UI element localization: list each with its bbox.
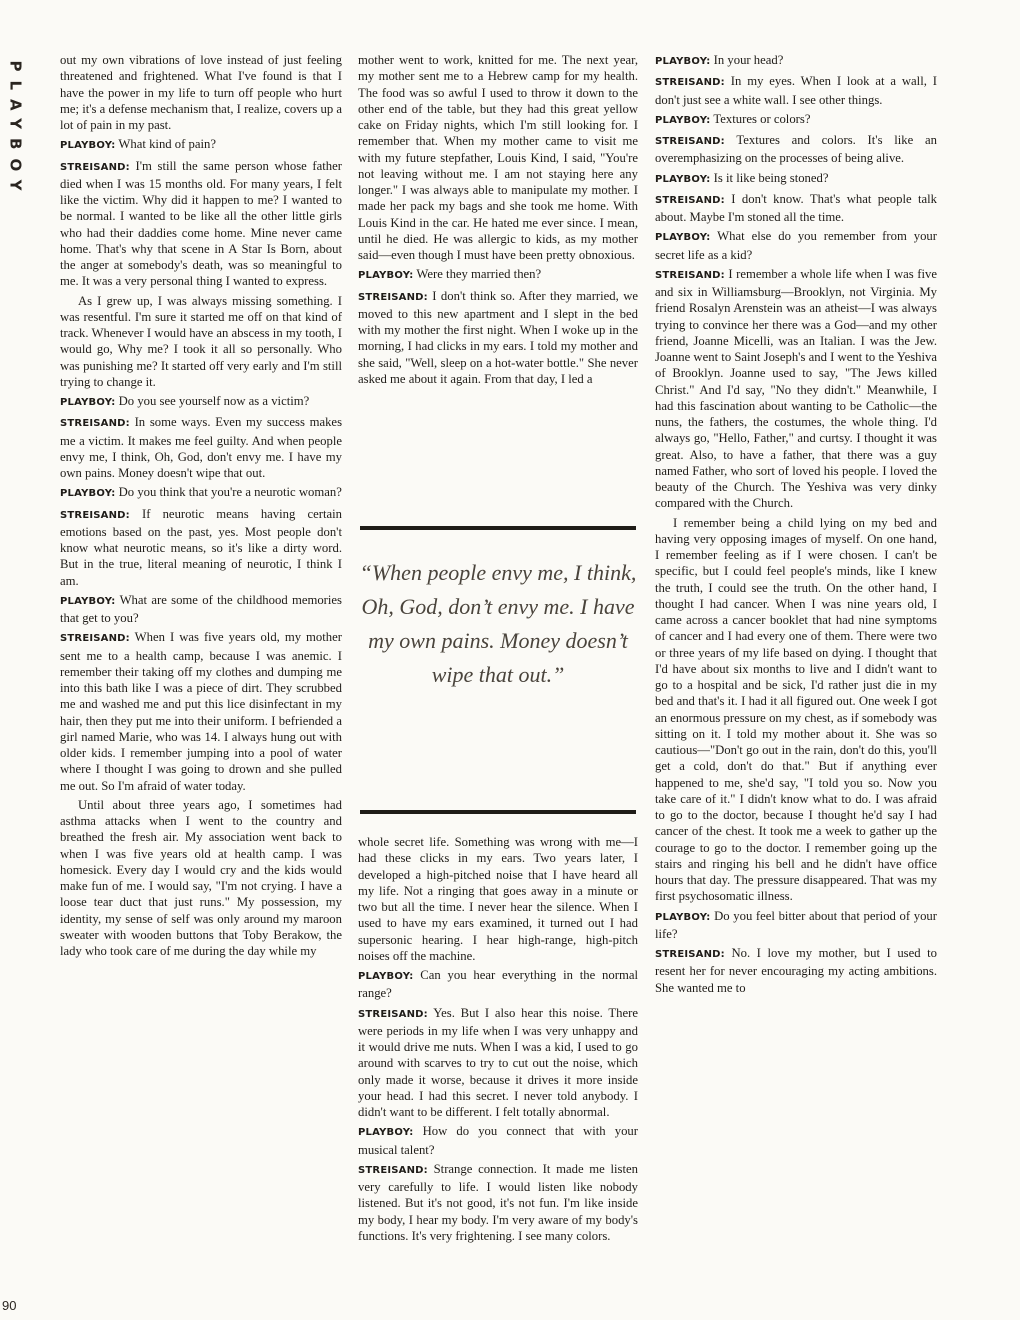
paragraph-text: mother went to work, knitted for me. The next year, my mother sent me to a Hebrew camp for my health. The food was so awful I used to throw it down to the other end of the table, but they had this great yellow cake on Friday nights, which I'm still looking for. I remember that. When my mother came to visit me with my future stepfather, Louis Kind, I said, "You're not leaving without me. I am not staying here any longer." I was always able to manipulate my mother. I made her pack my bags and she took me home. With Louis Kind in the car. He hated me ever since. I mean, until he died. He was allergic to kids, as my mother said—even though I must have been pretty obnoxious. bbox=[358, 53, 638, 262]
paragraph bbox=[655, 73, 937, 108]
paragraph-text: Do you feel bitter about that period of your life? bbox=[655, 908, 937, 941]
paragraph bbox=[655, 515, 937, 905]
paragraph bbox=[358, 834, 638, 964]
speaker-label: STREISAND: bbox=[655, 194, 725, 206]
speaker-label: PLAYBOY: bbox=[655, 232, 711, 244]
paragraph bbox=[60, 52, 342, 133]
paragraph-text: No. I love my mother, but I used to resent her for never encouraging my acting ambitions. She wanted me to bbox=[655, 946, 938, 995]
paragraph bbox=[655, 908, 937, 943]
paragraph-text: What kind of pain? bbox=[118, 137, 217, 152]
paragraph bbox=[60, 414, 342, 481]
speaker-label: PLAYBOY: bbox=[358, 971, 414, 982]
paragraph bbox=[655, 945, 937, 996]
paragraph bbox=[60, 293, 342, 391]
speaker-label: PLAYBOY: bbox=[655, 56, 711, 67]
column-3 bbox=[655, 52, 937, 999]
paragraph-text: Until about three years ago, I sometimes had asthma attacks when I went to the country and breathed the fresh air. My association went back to when I was five years old at health camp. I was homesick. Every day I would cry and the kids would make fun of me. I would say, "I'm not crying. I have a loose tear duct that just runs." My possession, my identity, my sense of self was only around my maroon sweater with wooden buttons that Toby Berakow, the lady who took care of me during the day while my bbox=[60, 797, 342, 958]
paragraph-text: Yes. But I also hear this noise. There were periods in my life when I was very unhappy and it would drive me nuts. When I was a kid, I used to go around with scarves to try to cut out the noise, which only made it worse, because it drives it more inside your head. I had this secret. I never told anybody. I didn't want to be different. I felt totally abnormal. bbox=[358, 1005, 639, 1119]
paragraph bbox=[358, 1161, 638, 1244]
paragraph bbox=[655, 52, 937, 70]
paragraph bbox=[358, 1005, 638, 1121]
speaker-label: STREISAND: bbox=[358, 1008, 428, 1020]
paragraph-text: out my own vibrations of love instead of just feeling threatened and frightened. What I've found is that I have the power in my life to turn off people who hurt me; it's a defense mechanism that, I realize, covers up a lot of pain in my past. bbox=[60, 53, 342, 132]
paragraph-text: I remember being a child lying on my bed and having very opposing images of myself. On one hand, I remember feeling as if I were chosen. I can't be specific, but I could feel people's minds, like I knew the truth, I could see the truth. On the other hand, I thought I had cancer. When I was nine years old, I came across a cancer booklet that had nine symptoms of cancer and I had every one of them. There were two or three years of my life based on dying. I thought that I'd have about six months to live and I didn't want to go to a hospital and be sick, I'd rather just die in my bed and that's it. I had it all figured out. One week I got an enormous pressure on my chest, as if somebody was sitting on it. I told my mother about it. She was so cautious—"Don't go out in the rain, don't do this, you'll get a cold, don't do that." But if anything ever happened to me, she'd say, "I told you so. Now you take care of it." I didn't know what to do. I was afraid to go to the doctor, because I thought he'd say I had cancer of the chest. It took me a week to gather up the courage to go to the doctor. I remember going up the stairs and ringing his bell and he didn't have office hours that day. The pressure disappeared. That was my first psychosomatic illness. bbox=[655, 515, 937, 904]
column-2-bottom bbox=[358, 834, 638, 1247]
paragraph bbox=[655, 170, 937, 188]
paragraph-text: In some ways. Even my success makes me a victim. It makes me feel guilty. And when people envy me, I think, Oh, God, don't envy me. I have my own pains. Money doesn't wipe that out. bbox=[60, 415, 343, 480]
speaker-label: STREISAND: bbox=[60, 509, 130, 521]
paragraph bbox=[60, 136, 342, 154]
paragraph bbox=[358, 1123, 638, 1158]
paragraph-text: Can you hear everything in the normal range? bbox=[358, 968, 638, 1001]
paragraph-text: In my eyes. When I look at a wall, I don't just see a white wall. I see other things. bbox=[655, 74, 937, 107]
paragraph-text: What are some of the childhood memories that get to you? bbox=[60, 592, 342, 625]
paragraph bbox=[60, 629, 342, 794]
column-2-top bbox=[358, 52, 638, 390]
pull-quote-bottom-rule bbox=[360, 810, 636, 814]
speaker-label: STREISAND: bbox=[655, 269, 725, 281]
paragraph-text: As I grew up, I was always missing something. I was resentful. I'm sure it started me off on that kind of track. Whenever I would have an abscess in my tooth, I would go, Why me? I took it all so personally. Who was punishing me? It started off very early and I'm still trying to change it. bbox=[60, 293, 342, 389]
paragraph bbox=[655, 191, 937, 226]
pull-quote: “When people envy me, I think, Oh, God, don’t envy me. I have my own pains. Money doesn’t wipe that out.” bbox=[359, 560, 637, 687]
paragraph-text: When I was five years old, my mother sent me to a health camp, because I was anemic. I remember their taking off my clothes and dumping me into this bath like I was a piece of dirt. They scrubbed me and washed me and put this lice disinfectant in my hair, then they put me into their uniform. I befriended a girl named Marie, who was 14. I always hung out with older kids. I remember jumping into a pool of water where I thought I was going to drown and she pulled me out. So I'm afraid of water today. bbox=[60, 630, 342, 793]
speaker-label: STREISAND: bbox=[60, 418, 130, 430]
paragraph-text: Is it like being stoned? bbox=[713, 170, 829, 185]
paragraph bbox=[655, 228, 937, 263]
paragraph bbox=[655, 111, 937, 129]
magazine-running-head: PLAYBOY bbox=[7, 60, 26, 200]
speaker-label: PLAYBOY: bbox=[358, 1127, 414, 1139]
paragraph bbox=[60, 797, 342, 960]
speaker-label: STREISAND: bbox=[655, 77, 725, 89]
paragraph bbox=[60, 393, 342, 411]
paragraph-text: Do you see yourself now as a victim? bbox=[118, 394, 310, 408]
paragraph-text: Do you think that you're a neurotic woman? bbox=[118, 485, 342, 500]
paragraph-text: I remember a whole life when I was five and six in Williamsburg—Brooklyn, not Virginia. My friend Rosalyn Arenstein was an atheist—I was always trying to convince her there was a God—and my other friend, Joanne Micelli, was an Italian. I was the Jew. Joanne went to Saint Joseph's and I went to the Yeshiva of Brooklyn. Joanne used to say, "The Jews killed Christ." And I'd say, "No they didn't." Meanwhile, I had this fascination about wanting to be Catholic—the nuns, the fathers, the costumes, the whole thing. I'd always go, "Hello, Father," and curtsy. I thought it was great. Also, to have a father, that there was a guy named Father, who sort of loved his people. I loved the beauty of the Church. The Yeshiva was very dinky compared with the Church. bbox=[655, 266, 938, 511]
paragraph-text: whole secret life. Something was wrong with me—I had these clicks in my ears. Two years later, I developed a high-pitched noise that I have heard all my life. Not a ringing that goes away in a minute or two but all the time. I never hear the silence. When I used to have my ears examined, it turned out I had supersonic hearing. I hear high-range, high-pitch noises off the machine. bbox=[358, 835, 638, 963]
paragraph bbox=[358, 967, 638, 1002]
paragraph-text: I don't know. That's what people talk about. Maybe I'm stoned all the time. bbox=[655, 191, 938, 224]
column-1 bbox=[60, 52, 342, 962]
speaker-label: STREISAND: bbox=[60, 161, 130, 173]
speaker-label: STREISAND: bbox=[60, 633, 130, 645]
speaker-label: PLAYBOY: bbox=[60, 488, 116, 500]
speaker-label: PLAYBOY: bbox=[60, 140, 116, 152]
paragraph-text: Strange connection. It made me listen very carefully to life. I would listen like nobody listened. But it's not good, it's not fun. I'm like inside my body, I hear my body. I'm very aware of my body's functions. It's very frightening. I see many colors. bbox=[358, 1161, 638, 1243]
speaker-label: STREISAND: bbox=[358, 291, 428, 303]
paragraph bbox=[358, 52, 638, 263]
paragraph bbox=[60, 592, 342, 627]
speaker-label: PLAYBOY: bbox=[655, 173, 711, 185]
speaker-label: STREISAND: bbox=[655, 949, 725, 960]
paragraph-text: If neurotic means having certain emotions based on the past, yes. Most people don't know what neurotic means, so it's like a dirty word. But in the true, literal meaning of neurotic, I think I am. bbox=[60, 506, 342, 588]
speaker-label: STREISAND: bbox=[358, 1164, 428, 1176]
speaker-label: PLAYBOY: bbox=[358, 270, 414, 282]
paragraph bbox=[60, 484, 342, 502]
paragraph bbox=[655, 266, 937, 512]
paragraph-text: What else do you remember from your secret life as a kid? bbox=[655, 229, 937, 262]
paragraph bbox=[655, 132, 937, 167]
speaker-label: PLAYBOY: bbox=[655, 911, 711, 923]
paragraph bbox=[358, 288, 638, 388]
speaker-label: PLAYBOY: bbox=[60, 397, 116, 408]
speaker-label: PLAYBOY: bbox=[655, 114, 711, 126]
page-number: 90 bbox=[2, 1298, 17, 1313]
paragraph-text: How do you connect that with your musical talent? bbox=[358, 1124, 638, 1157]
paragraph-text: I don't think so. After they married, we moved to this new apartment and I slept in the bed with my mother the first night. When I woke up in the morning, I had clicks in my ears. I told my mother and she said, "Well, sleep on a hot-water bottle." She never asked me about it again. From that day, I led a bbox=[358, 288, 639, 386]
paragraph bbox=[60, 506, 342, 589]
speaker-label: PLAYBOY: bbox=[60, 595, 116, 607]
paragraph-text: Were they married then? bbox=[416, 267, 542, 282]
pull-quote-top-rule bbox=[360, 526, 636, 530]
paragraph bbox=[60, 158, 342, 290]
paragraph-text: Textures or colors? bbox=[713, 111, 811, 126]
speaker-label: STREISAND: bbox=[655, 136, 725, 147]
paragraph-text: In your head? bbox=[713, 53, 784, 67]
paragraph bbox=[358, 266, 638, 284]
paragraph-text: Textures and colors. It's like an overemphasizing on the processes of being alive. bbox=[655, 133, 937, 166]
paragraph-text: I'm still the same person whose father died when I was 15 months old. For many years, I felt like the victim. Why did it happen to me? I wanted to be normal. I wanted to be like all the other little girls who had their daddies come home. Mine never came home. That's why that scene in A Star Is Born, about the anger at somebody's death, was so meaningful to me. It was a very personal thing I wanted to express. bbox=[60, 158, 343, 289]
